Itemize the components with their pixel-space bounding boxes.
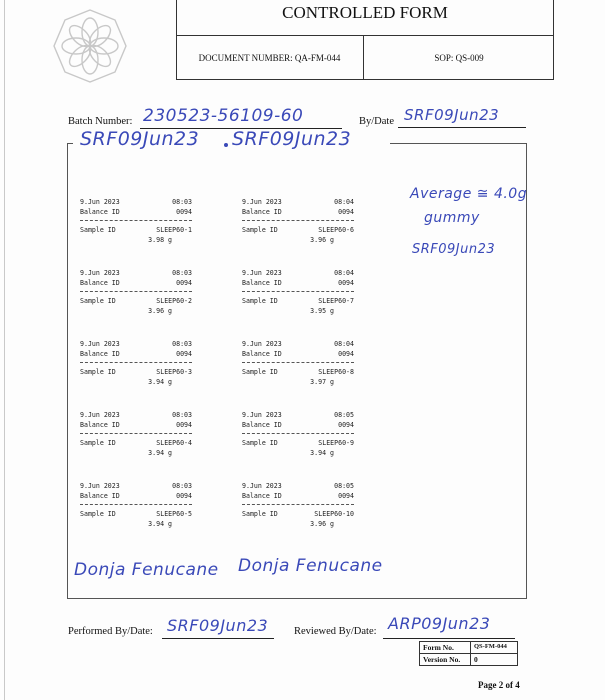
receipt-sample-id: SLEEP60-5	[156, 510, 192, 518]
receipt-balance-label: Balance ID	[242, 350, 282, 358]
receipt-sleep60-9	[242, 410, 354, 458]
bydate-value: SRF09Jun23	[404, 106, 500, 124]
receipt-time: 08:05	[334, 411, 354, 419]
receipt-balance-id: 0094	[176, 492, 192, 500]
receipt-sample-label: Sample ID	[80, 297, 116, 305]
gummy-note: gummy	[424, 210, 480, 226]
receipt-sample-id: SLEEP60-9	[318, 439, 354, 447]
receipt-sample-id: SLEEP60-2	[156, 297, 192, 305]
receipt-sleep60-3	[80, 339, 192, 387]
receipt-time: 08:03	[172, 198, 192, 206]
receipt-sleep60-8	[242, 339, 354, 387]
page-number: Page 2 of 4	[478, 680, 520, 690]
reviewed-by-underline	[383, 638, 515, 639]
receipt-divider	[242, 291, 354, 292]
batch-number-value: 230523-56109-60	[143, 106, 304, 126]
receipt-balance-label: Balance ID	[242, 279, 282, 287]
receipt-divider	[80, 504, 192, 505]
receipt-divider	[80, 291, 192, 292]
signature-left: Donja Fenucane	[74, 560, 219, 580]
receipt-weight: 3.96 g	[148, 307, 172, 315]
receipt-date: 9.Jun 2023	[242, 411, 282, 419]
document-number: DOCUMENT NUMBER: QA-FM-044	[176, 36, 364, 80]
receipt-weight: 3.96 g	[310, 236, 334, 244]
version-value: 0	[471, 654, 518, 666]
receipt-balance-id: 0094	[338, 350, 354, 358]
receipt-sample-label: Sample ID	[242, 510, 278, 518]
receipt-balance-id: 0094	[176, 421, 192, 429]
receipt-balance-label: Balance ID	[242, 208, 282, 216]
receipt-balance-id: 0094	[176, 350, 192, 358]
receipt-time: 08:04	[334, 198, 354, 206]
performed-by-underline	[162, 638, 274, 639]
receipt-date: 9.Jun 2023	[80, 482, 120, 490]
receipt-balance-label: Balance ID	[80, 492, 120, 500]
receipt-sleep60-4	[80, 410, 192, 458]
receipt-sample-id: SLEEP60-10	[314, 510, 354, 518]
frame-top-left	[67, 143, 73, 144]
receipt-time: 08:03	[172, 340, 192, 348]
receipt-divider	[80, 362, 192, 363]
receipt-balance-id: 0094	[176, 208, 192, 216]
signature-right: Donja Fenucane	[238, 556, 383, 576]
receipt-divider	[242, 362, 354, 363]
receipt-divider	[80, 433, 192, 434]
batch-number-label: Batch Number:	[68, 116, 133, 127]
receipt-time: 08:03	[172, 411, 192, 419]
sop-number: SOP: QS-009	[434, 53, 484, 63]
receipt-divider	[242, 433, 354, 434]
receipt-sleep60-6	[242, 197, 354, 245]
receipt-weight: 3.96 g	[310, 520, 334, 528]
initials-annotation-mid: SRF09Jun23	[232, 128, 352, 150]
receipt-sleep60-5	[80, 481, 192, 529]
receipt-sleep60-1	[80, 197, 192, 245]
bydate-underline	[398, 127, 526, 128]
receipt-date: 9.Jun 2023	[242, 340, 282, 348]
reviewed-by-value: ARP09Jun23	[388, 614, 491, 633]
receipt-sleep60-2	[80, 268, 192, 316]
form-no-label: Form No.	[420, 642, 471, 654]
average-note: Average ≅ 4.0g	[410, 186, 528, 202]
receipt-balance-label: Balance ID	[80, 350, 120, 358]
receipt-divider	[242, 504, 354, 505]
bydate-label: By/Date	[359, 116, 394, 127]
receipt-balance-label: Balance ID	[80, 208, 120, 216]
receipt-time: 08:04	[334, 269, 354, 277]
receipt-date: 9.Jun 2023	[242, 269, 282, 277]
company-logo	[50, 6, 130, 86]
frame-top-right	[390, 143, 527, 144]
receipt-sleep60-10	[242, 481, 354, 529]
receipt-sleep60-7	[242, 268, 354, 316]
receipt-balance-label: Balance ID	[80, 421, 120, 429]
version-label: Version No.	[420, 654, 471, 666]
receipt-balance-id: 0094	[338, 208, 354, 216]
receipt-time: 08:04	[334, 340, 354, 348]
receipt-sample-label: Sample ID	[242, 439, 278, 447]
form-no-value: QS-FM-044	[471, 642, 518, 654]
receipt-sample-label: Sample ID	[80, 226, 116, 234]
receipt-time: 08:05	[334, 482, 354, 490]
receipt-sample-id: SLEEP60-7	[318, 297, 354, 305]
receipt-time: 08:03	[172, 482, 192, 490]
form-info-table	[419, 641, 518, 666]
receipt-balance-id: 0094	[176, 279, 192, 287]
receipt-weight: 3.98 g	[148, 236, 172, 244]
receipt-sample-label: Sample ID	[80, 510, 116, 518]
receipt-sample-label: Sample ID	[80, 368, 116, 376]
receipt-weight: 3.97 g	[310, 378, 334, 386]
receipt-date: 9.Jun 2023	[80, 269, 120, 277]
receipt-date: 9.Jun 2023	[80, 198, 120, 206]
receipt-sample-label: Sample ID	[242, 297, 278, 305]
receipt-weight: 3.94 g	[148, 520, 172, 528]
receipt-date: 9.Jun 2023	[242, 482, 282, 490]
receipt-weight: 3.94 g	[310, 449, 334, 457]
receipt-sample-label: Sample ID	[242, 368, 278, 376]
performed-by-value: SRF09Jun23	[167, 616, 269, 635]
receipt-weight: 3.95 g	[310, 307, 334, 315]
receipt-sample-label: Sample ID	[242, 226, 278, 234]
receipt-weight: 3.94 g	[148, 378, 172, 386]
form-title: CONTROLLED FORM	[176, 0, 554, 36]
receipt-date: 9.Jun 2023	[242, 198, 282, 206]
receipt-time: 08:03	[172, 269, 192, 277]
receipt-balance-label: Balance ID	[80, 279, 120, 287]
receipt-date: 9.Jun 2023	[80, 411, 120, 419]
receipt-balance-id: 0094	[338, 492, 354, 500]
receipt-weight: 3.94 g	[148, 449, 172, 457]
receipt-sample-label: Sample ID	[80, 439, 116, 447]
receipt-divider	[242, 220, 354, 221]
note-initials: SRF09Jun23	[412, 242, 496, 257]
receipt-divider	[80, 220, 192, 221]
receipt-sample-id: SLEEP60-1	[156, 226, 192, 234]
reviewed-by-label: Reviewed By/Date:	[294, 626, 377, 637]
receipt-sample-id: SLEEP60-6	[318, 226, 354, 234]
receipt-sample-id: SLEEP60-4	[156, 439, 192, 447]
receipt-sample-id: SLEEP60-3	[156, 368, 192, 376]
receipt-balance-id: 0094	[338, 279, 354, 287]
performed-by-label: Performed By/Date:	[68, 626, 153, 637]
receipt-sample-id: SLEEP60-8	[318, 368, 354, 376]
receipt-balance-id: 0094	[338, 421, 354, 429]
page-edge	[4, 0, 5, 700]
receipt-balance-label: Balance ID	[242, 421, 282, 429]
initials-annotation-left: SRF09Jun23	[80, 128, 200, 150]
receipt-date: 9.Jun 2023	[80, 340, 120, 348]
receipt-balance-label: Balance ID	[242, 492, 282, 500]
